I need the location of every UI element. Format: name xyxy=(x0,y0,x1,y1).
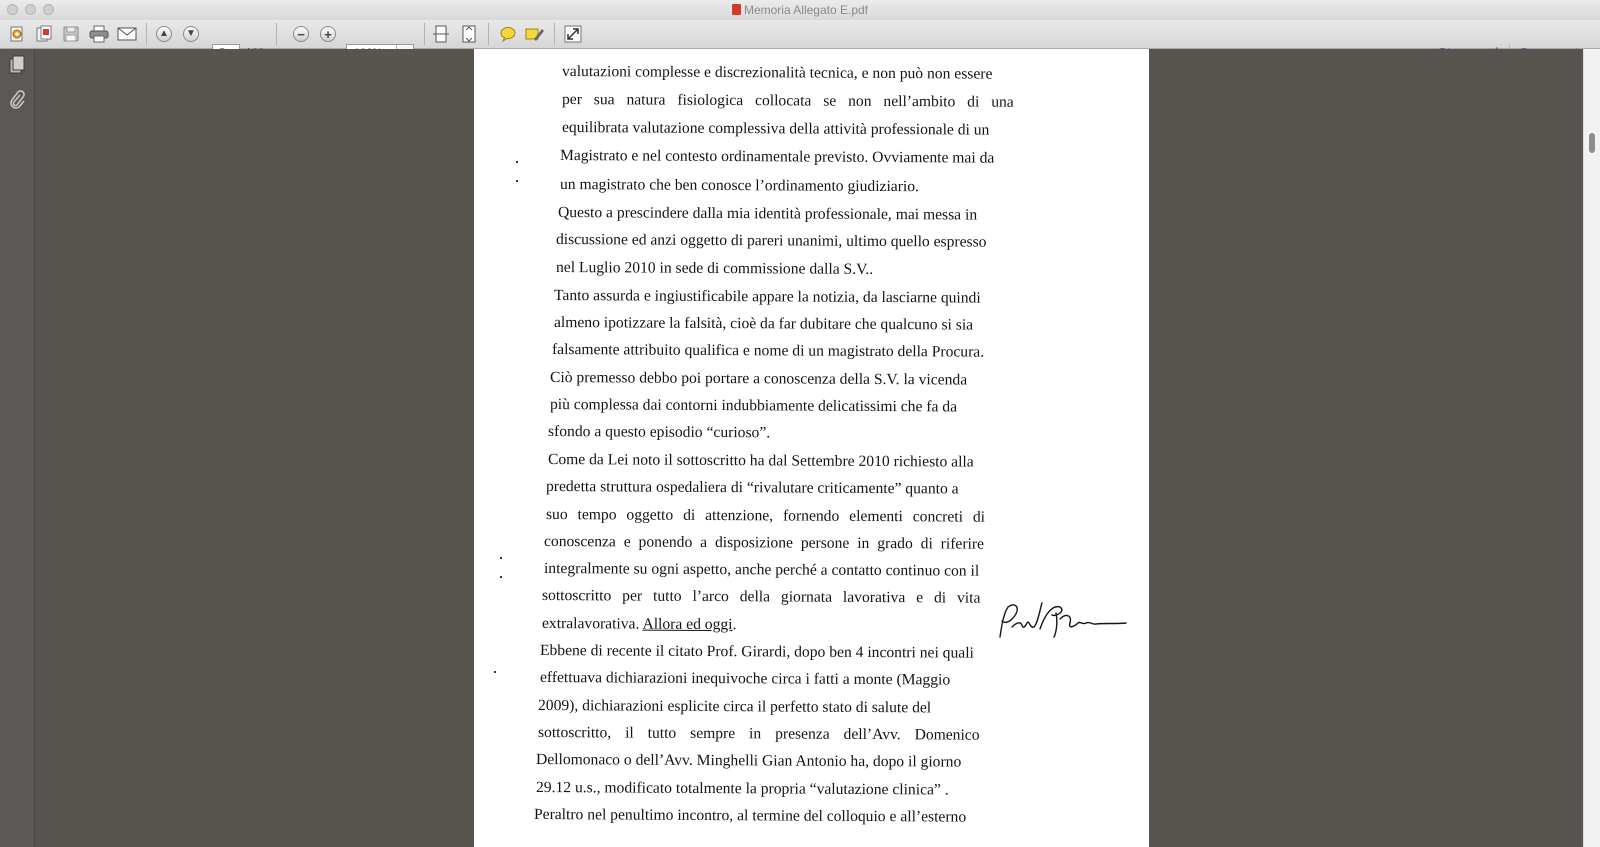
text-line: almeno ipotizzare la falsità, cioè da far dubitare che qualcuno si sia xyxy=(553,314,974,334)
text-line: sfondo a questo episodio “curioso”. xyxy=(547,423,771,442)
scan-speck xyxy=(500,576,502,578)
create-pdf-button[interactable] xyxy=(6,24,28,44)
vertical-scrollbar[interactable] xyxy=(1583,49,1600,847)
zoom-in-button[interactable] xyxy=(317,24,339,44)
previous-page-button[interactable] xyxy=(153,24,175,44)
toolbar-separator xyxy=(276,23,277,45)
print-button[interactable] xyxy=(88,24,110,44)
create-pdf-icon xyxy=(8,25,26,43)
zoom-out-button[interactable] xyxy=(290,24,312,44)
fit-page-icon xyxy=(460,25,478,43)
text-line: conoscenza e ponendo a disposizione persone in grado di riferire xyxy=(543,533,985,553)
text-fragment: extralavorativa. xyxy=(541,615,640,633)
scan-speck xyxy=(516,161,518,163)
scan-speck xyxy=(494,671,496,673)
floppy-disk-icon xyxy=(62,25,80,43)
text-line: Ebbene di recente il citato Prof. Girardi, dopo ben 4 incontri nei quali xyxy=(539,642,974,662)
navigation-pane xyxy=(0,49,35,847)
text-line: falsamente attribuito qualifica e nome di un magistrato della Procura. xyxy=(551,341,985,361)
text-line: Dellomonaco o dell’Avv. Minghelli Gian Antonio ha, dopo il giorno xyxy=(535,751,962,771)
envelope-icon xyxy=(117,26,137,42)
fit-page-width-icon xyxy=(432,25,450,43)
title-bar xyxy=(0,0,1600,21)
toolbar xyxy=(0,20,1600,49)
fit-width-button[interactable] xyxy=(430,24,452,44)
highlighter-icon xyxy=(525,25,545,43)
combine-pdf-icon xyxy=(35,25,53,43)
text-line: suo tempo oggetto di attenzione, fornendo elementi concreti di xyxy=(545,506,986,526)
text-line: predetta struttura ospedaliera di “rivalutare criticamente” quanto a xyxy=(545,478,959,498)
text-line: per sua natura fisiologica collocata se non nell’ambito di una xyxy=(561,91,1014,111)
text-line: extralavorativa. Allora ed oggi. xyxy=(541,615,737,634)
text-line: Questo a prescindere dalla mia identità professionale, mai messa in xyxy=(557,204,978,224)
speech-bubble-icon xyxy=(499,25,517,43)
pdf-page xyxy=(474,49,1149,847)
toolbar-separator xyxy=(554,23,555,45)
scan-speck xyxy=(516,180,518,182)
text-line: integralmente su ogni aspetto, anche perché a contatto continuo con il xyxy=(543,560,980,580)
plus-icon: + xyxy=(320,26,336,42)
text-line: 29.12 u.s., modificato totalmente la propria “valutazione clinica” . xyxy=(535,779,949,799)
highlight-text-button[interactable] xyxy=(524,24,546,44)
text-line: sottoscritto per tutto l’arco della giornata lavorativa e di vita xyxy=(541,587,981,607)
paperclip-icon xyxy=(9,89,25,109)
text-line: nel Luglio 2010 in sede di commissione dalla S.V.. xyxy=(555,259,874,278)
text-line: Tanto assurda e ingiustificabile appare la notizia, da lasciarne quindi xyxy=(553,287,981,307)
scan-speck xyxy=(500,557,502,559)
scrollbar-thumb[interactable] xyxy=(1589,133,1595,153)
page-thumbnails-icon xyxy=(8,55,26,75)
save-button[interactable] xyxy=(60,24,82,44)
toolbar-separator xyxy=(424,23,425,45)
text-line: discussione ed anzi oggetto di pareri unanimi, ultimo quello espresso xyxy=(555,231,987,251)
text-line: Ciò premesso debbo poi portare a conoscenza della S.V. la vicenda xyxy=(549,369,968,389)
pdf-file-icon xyxy=(732,4,741,15)
add-comment-button[interactable] xyxy=(497,24,519,44)
expand-arrows-icon xyxy=(564,25,582,43)
text-line: sottoscritto, il tutto sempre in presenza dell’Avv. Domenico xyxy=(537,724,980,744)
arrow-up-icon: ▲ xyxy=(156,26,172,42)
window-title: Memoria Allegato E.pdf xyxy=(0,3,1600,17)
page-thumbnails-button[interactable] xyxy=(7,55,27,75)
toolbar-separator xyxy=(146,23,147,45)
text-line: effettuava dichiarazioni inequivoche circa i fatti a monte (Maggio xyxy=(539,669,951,689)
attachments-button[interactable] xyxy=(7,89,27,109)
text-line: un magistrato che ben conosce l’ordinamento giudiziario. xyxy=(559,176,920,196)
underlined-text: Allora ed oggi xyxy=(642,615,733,634)
text-line: valutazioni complesse e discrezionalità tecnica, e non può non essere xyxy=(561,63,993,83)
combine-pdf-button[interactable] xyxy=(33,24,55,44)
text-line: Come da Lei noto il sottoscritto ha dal Settembre 2010 richiesto alla xyxy=(547,451,974,471)
email-button[interactable] xyxy=(116,24,138,44)
text-line: più complessa dai contorni indubbiamente delicatissimi che fa da xyxy=(549,396,958,416)
next-page-button[interactable] xyxy=(180,24,202,44)
text-line: equilibrata valutazione complessiva della attività professionale di un xyxy=(561,119,990,139)
full-screen-button[interactable] xyxy=(562,24,584,44)
handwritten-signature xyxy=(994,593,1144,653)
minus-icon: − xyxy=(293,26,309,42)
text-line: Peraltro nel penultimo incontro, al termine del colloquio e all’esterno xyxy=(533,806,967,826)
arrow-down-icon: ▼ xyxy=(183,26,199,42)
printer-icon xyxy=(89,25,109,43)
text-line: Magistrato e nel contesto ordinamentale previsto. Ovviamente mai da xyxy=(559,147,995,167)
toolbar-separator xyxy=(488,23,489,45)
text-line: 2009), dichiarazioni esplicite circa il perfetto stato di salute del xyxy=(537,697,932,717)
fit-page-button[interactable] xyxy=(458,24,480,44)
